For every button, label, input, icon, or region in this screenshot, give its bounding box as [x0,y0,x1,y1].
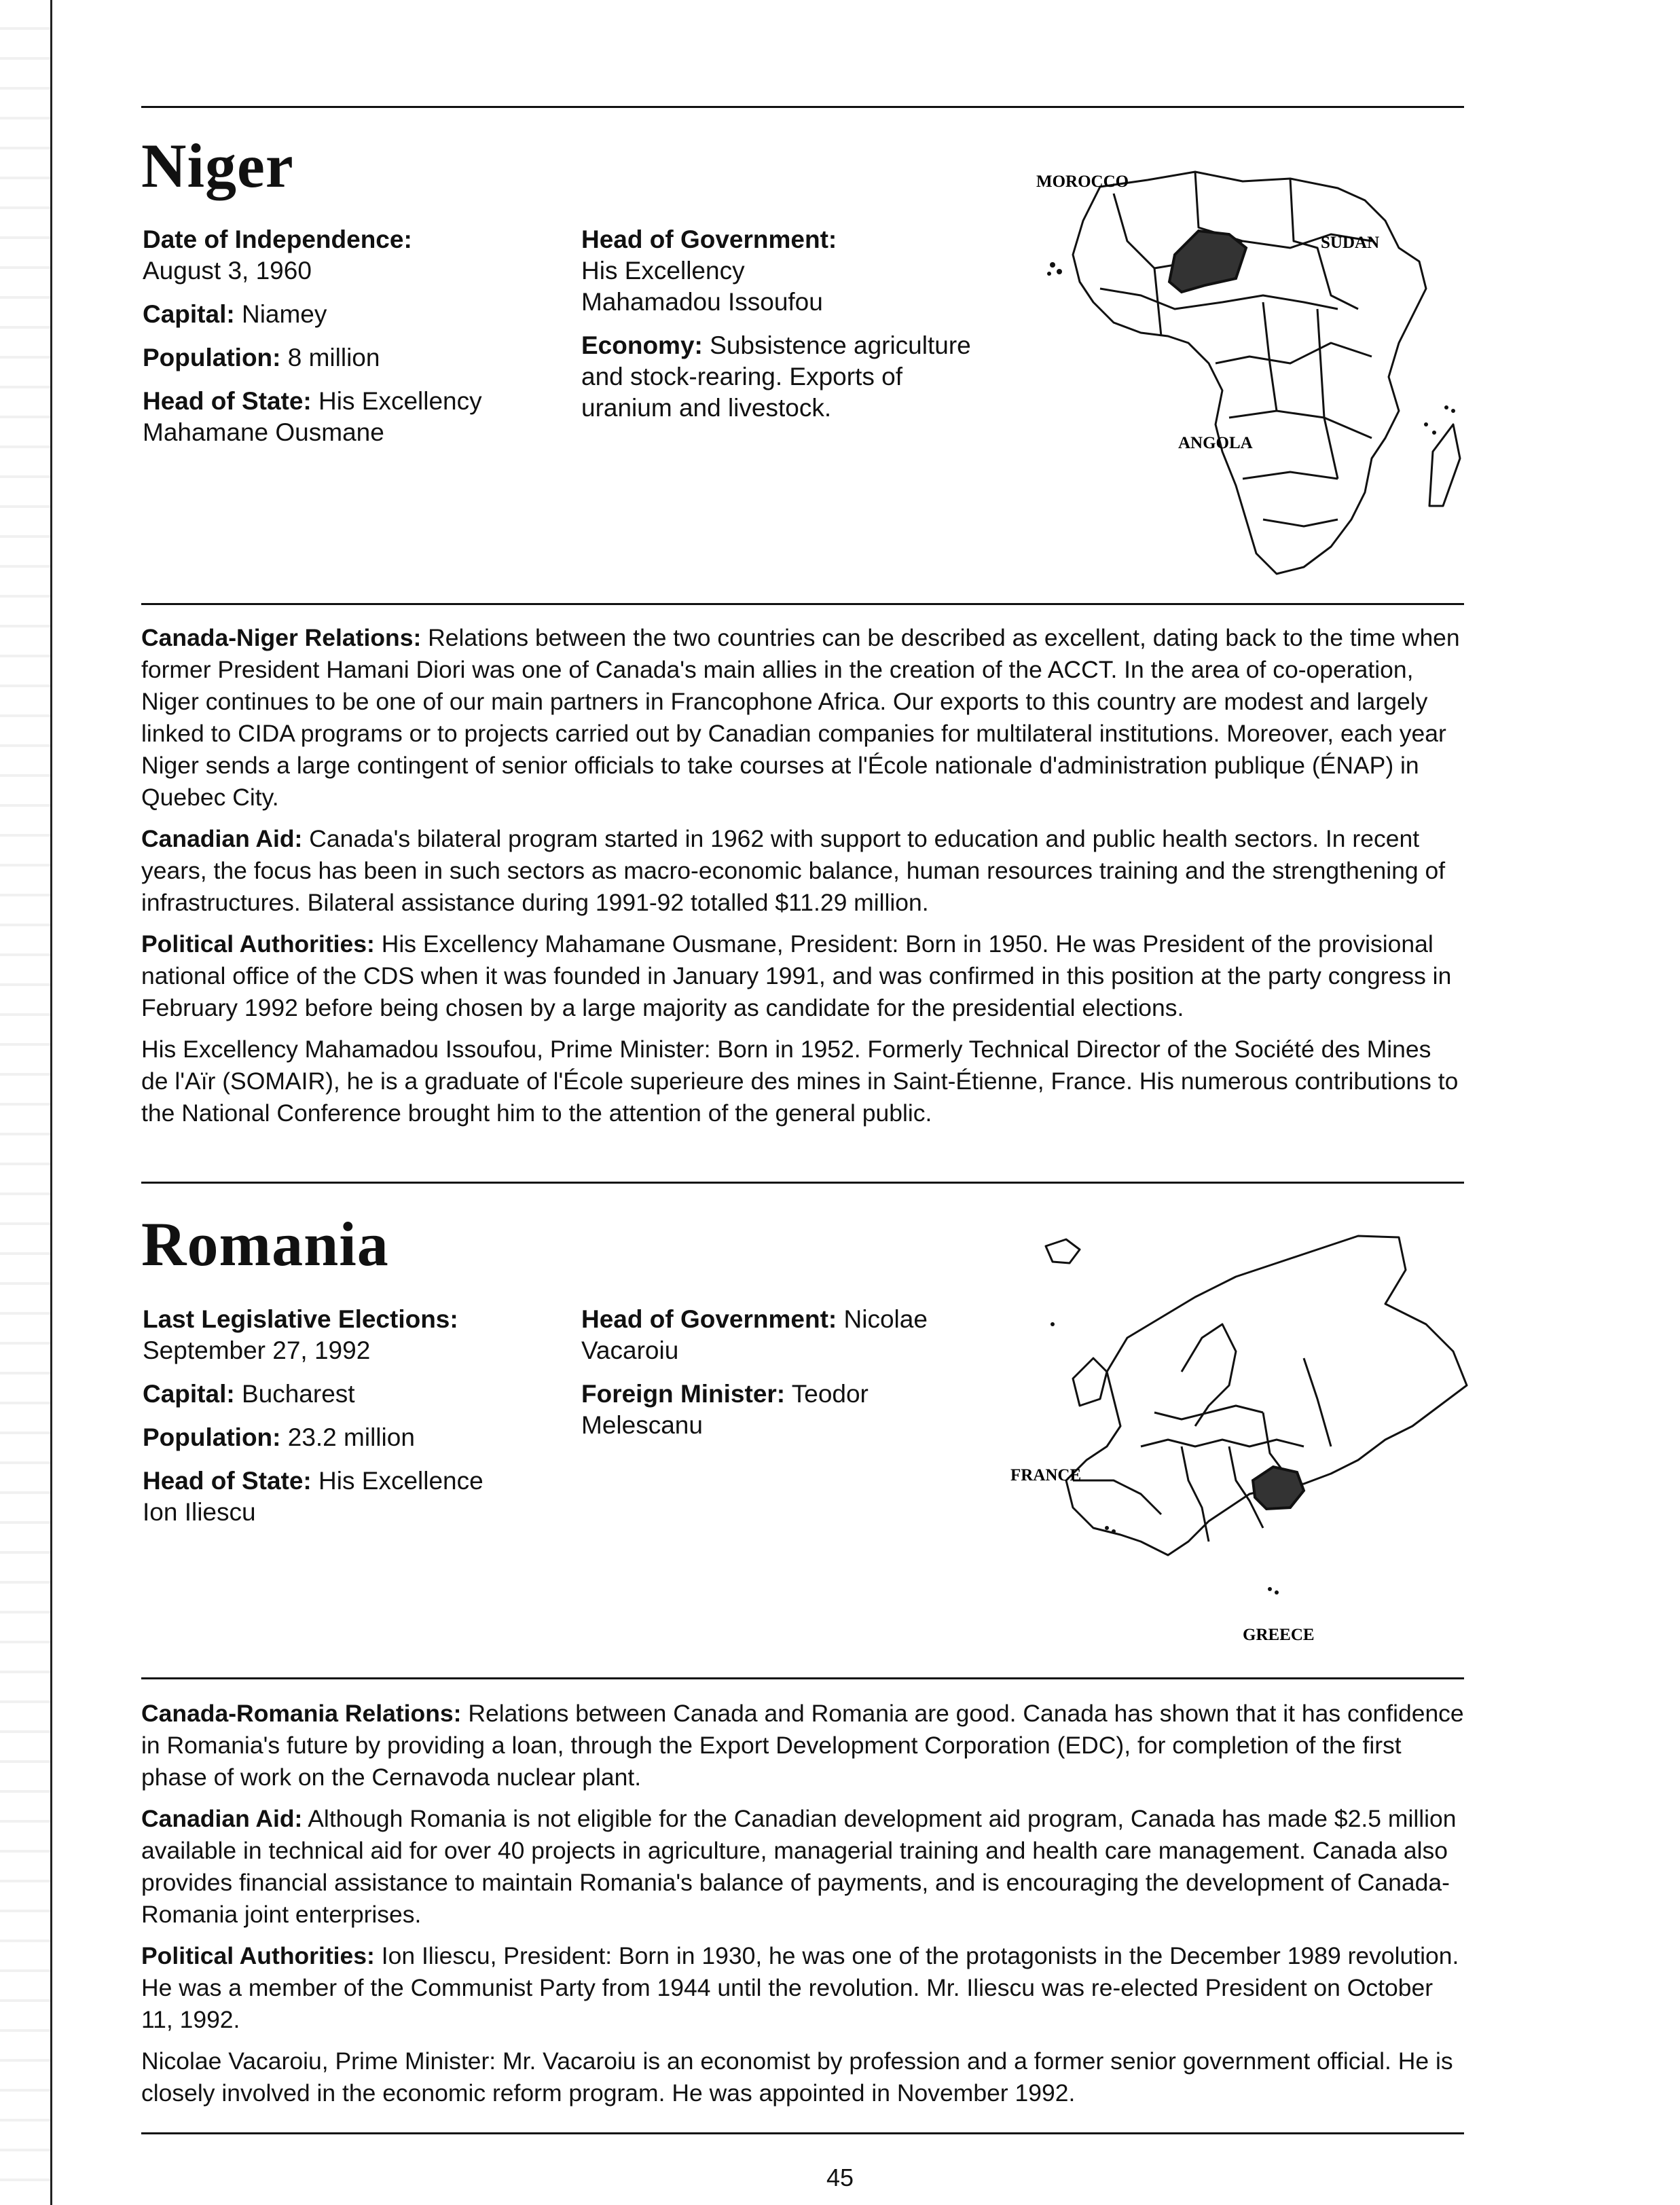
border-line [1100,289,1338,309]
map-label-north: MOROCCO [1036,172,1129,191]
fact-capital: Capital: Bucharest [143,1380,355,1408]
fact-independence: Date of Independence: August 3, 1960 [143,225,412,285]
island-dot [1050,262,1055,268]
niger-facts-right [581,224,989,436]
border-line [1263,520,1338,526]
section-rule [141,1182,1464,1184]
madagascar [1429,424,1460,506]
fact-head-of-government: Head of Government: Nicolae Vacaroiu [581,1305,928,1364]
africa-map [1019,139,1480,587]
border-line [1243,472,1338,479]
country-title-niger: Niger [141,131,294,200]
paragraph-prime-minister: His Excellency Mahamadou Issoufou, Prime Minister: Born in 1952. Formerly Technical Director of the Société des Mines de l'Aïr (SOMAIR), he is a graduate of l'École superieure des mines in Saint-Étienne, France. His numerous contributions to the National Conference brought him to the attention of the general public. [141,1036,1459,1127]
map-label-south: GREECE [1243,1626,1315,1644]
fact-capital: Capital: Niamey [143,300,327,328]
romania-facts-right [581,1304,975,1453]
island-dot [1444,405,1448,409]
section-rule [141,106,1464,108]
island-dot [1451,409,1455,413]
paragraph-prime-minister: Nicolae Vacaroiu, Prime Minister: Mr. Vacaroiu is an economist by profession and a former senior government official. He is closely involved in the economic reform program. He was appointed in November 1992. [141,2047,1453,2107]
paragraph-political: Political Authorities: His Excellency Mahamane Ousmane, President: Born in 1950. He was President of the provisional national office of the CDS when it was founded in January 1991, and was confirmed in this position at the party congress in February 1992 before being chosen by a large majority as candidate for the presidential elections. [141,930,1452,1021]
iceland [1046,1239,1080,1263]
island-dot [1057,269,1062,274]
niger-body [141,622,1464,1139]
section-rule [141,603,1464,605]
paragraph-relations: Canada-Romania Relations: Relations between Canada and Romania are good. Canada has shown that it has confidence in Romania's future by providing a loan, through the Export Development Corporation (EDC), for completion of the first phase of work on the Cernavoda nuclear plant. [141,1700,1464,1791]
italy [1182,1446,1209,1542]
map-label-south: ANGOLA [1178,434,1253,452]
iberia-border [1073,1480,1161,1514]
scandinavia [1182,1324,1236,1426]
british-isles [1073,1358,1107,1406]
romania-highlight [1253,1467,1304,1509]
africa-outline [1073,172,1426,574]
niger-highlight [1169,231,1246,292]
paragraph-aid: Canadian Aid: Although Romania is not eligible for the Canadian development aid program, Canada has made $2.5 million available in technical aid for over 40 projects in agriculture, managerial training and health care management. Canada also provides financial assistance to maintain Romania's balance of payments, and is encouraging the development of Canada-Romania joint enterprises. [141,1805,1457,1928]
page-number: 45 [826,2164,854,2191]
island-dot [1432,431,1436,435]
fact-foreign-minister: Foreign Minister: Teodor Melescanu [581,1380,869,1439]
paragraph-aid: Canadian Aid: Canada's bilateral program started in 1962 with support to education and public health sectors. In recent years, the focus has been in such sectors as macro-economic balance, human resources training and the strengthening of infrastructures. Bilateral assistance during 1991-92 totalled $11.29 million. [141,825,1446,916]
niger-facts-left [143,224,523,460]
border-line [1263,302,1277,411]
border-line [1317,309,1338,479]
romania-facts-left [143,1304,523,1540]
fact-last-elections: Last Legislative Elections: September 27, 1992 [143,1305,458,1364]
island-dot [1051,1322,1055,1326]
romania-body [141,1698,1464,2119]
island-dot [1424,422,1428,426]
border-line [1304,1358,1331,1446]
map-label-west: FRANCE [1010,1466,1082,1484]
country-title-romania: Romania [141,1209,389,1279]
island-dot [1105,1526,1109,1530]
europe-map [1005,1222,1480,1657]
fact-economy: Economy: Subsistence agriculture and stock-rearing. Exports of uranium and livestock. [581,331,971,422]
fact-population: Population: 8 million [143,344,380,371]
section-rule [141,1677,1464,1679]
section-rule [141,2132,1464,2134]
paragraph-political: Political Authorities: Ion Iliescu, President: Born in 1930, he was one of the protagonists in the December 1989 revolution. He was a member of the Communist Party from 1944 until the revolution. Mr. Iliescu was re-elected President on October 11, 1992. [141,1942,1459,2033]
border-line [1216,343,1372,363]
map-label-east: SUDAN [1321,234,1380,252]
island-dot [1112,1529,1116,1533]
fact-head-of-government: Head of Government: His Excellency Mahamadou Issoufou [581,225,837,316]
island-dot [1047,272,1051,276]
paragraph-relations: Canada-Niger Relations: Relations between the two countries can be described as excellent, dating back to the time when former President Hamani Diori was one of Canada's main allies in the creation of the ACCT. In the area of co-operation, Niger continues to be one of our main partners in Francophone Africa. Our exports to this country are modest and largely linked to CIDA programs or to projects carried out by Canadian companies for multilateral institutions. Moreover, each year Niger sends a large contingent of senior officials to take courses at l'École nationale d'administration publique (ÉNAP) in Quebec City. [141,624,1460,811]
scanned-binding-edge [0,0,52,2205]
island-dot [1275,1590,1279,1594]
island-dot [1268,1587,1272,1591]
border-line [1154,1406,1263,1419]
fact-head-of-state: Head of State: His Excellence Ion Iliescu [143,1467,483,1526]
border-line [1141,1440,1304,1446]
fact-head-of-state: Head of State: His Excellency Mahamane Ousmane [143,387,482,446]
fact-population: Population: 23.2 million [143,1423,415,1451]
